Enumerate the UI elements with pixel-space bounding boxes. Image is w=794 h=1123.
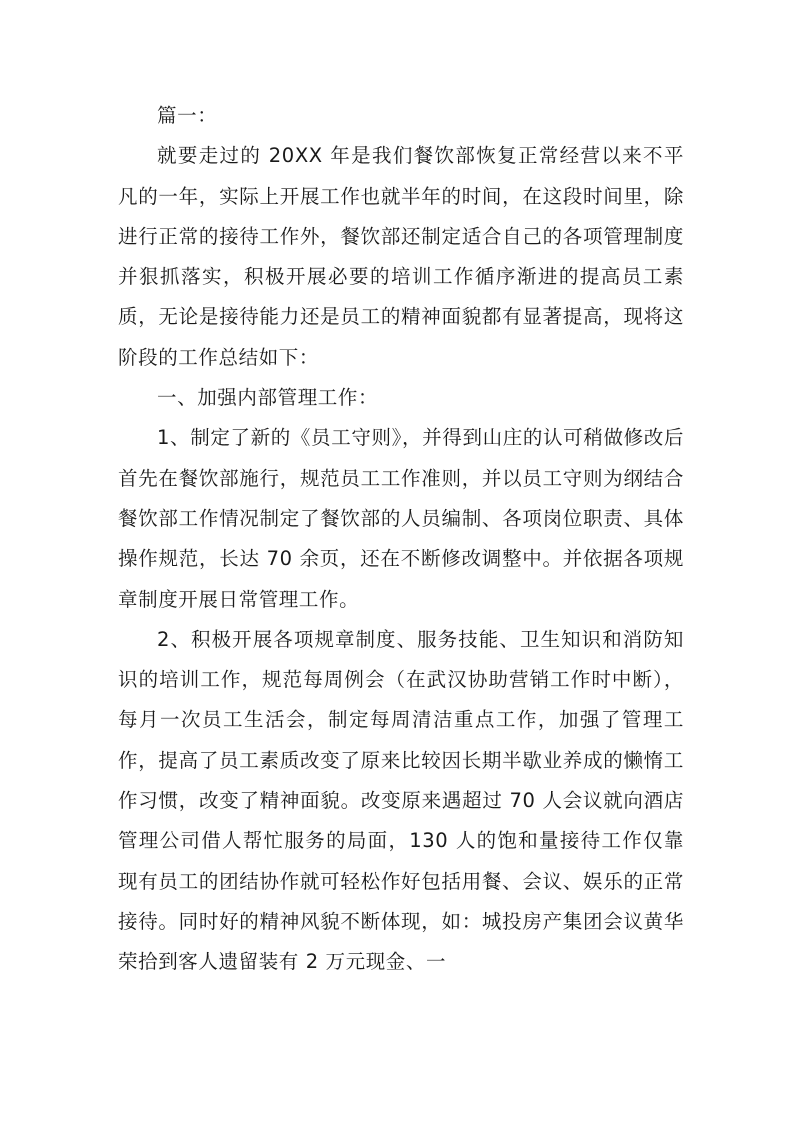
subsection-heading: 一、加强内部管理工作： — [157, 386, 379, 410]
intro-paragraph: 就要走过的 20XX 年是我们餐饮部恢复正常经营以来不平凡的一年，实际上开展工作也就半年的时间，在这段时间里，除进行正常的接待工作外，餐饮部还制定适合自己的各项管理制度并狠抓落实，积极开展必要的培训工作循序渐进的提高员工素质，无论是接待能力还是员工的精神面貌都有显著提高，现将这阶段的工作总结如下： — [118, 144, 684, 369]
item-2-paragraph: 2、积极开展各项规章制度、服务技能、卫生知识和消防知识的培训工作，规范每周例会（在武汉协助营销工作时中断），每月一次员工生活会，制定每周清洁重点工作，加强了管理工作，提高了员工素质改变了原来比较因长期半歇业养成的懒惰工作习惯，改变了精神面貌。改变原来遇超过 70 人会议就向酒店管理公司借人帮忙服务的局面，130 人的饱和量接待工作仅靠现有员工的团结协作就可轻松作好包括用餐、会议、娱乐的正常接待。同时好的精神风貌不断体现，如：城投房产集团会议黄华荣拾到客人遗留装有 2 万元现金、一 — [118, 627, 684, 974]
section-heading: 篇一： — [157, 104, 218, 127]
item-1-paragraph: 1、制定了新的《员工守则》，并得到山庄的认可稍做修改后首先在餐饮部施行，规范员工工作准则，并以员工守则为纲结合餐饮部工作情况制定了餐饮部的人员编制、各项岗位职责、具体操作规范，长达 70 余页，还在不断修改调整中。并依据各项规章制度开展日常管理工作。 — [118, 426, 684, 611]
